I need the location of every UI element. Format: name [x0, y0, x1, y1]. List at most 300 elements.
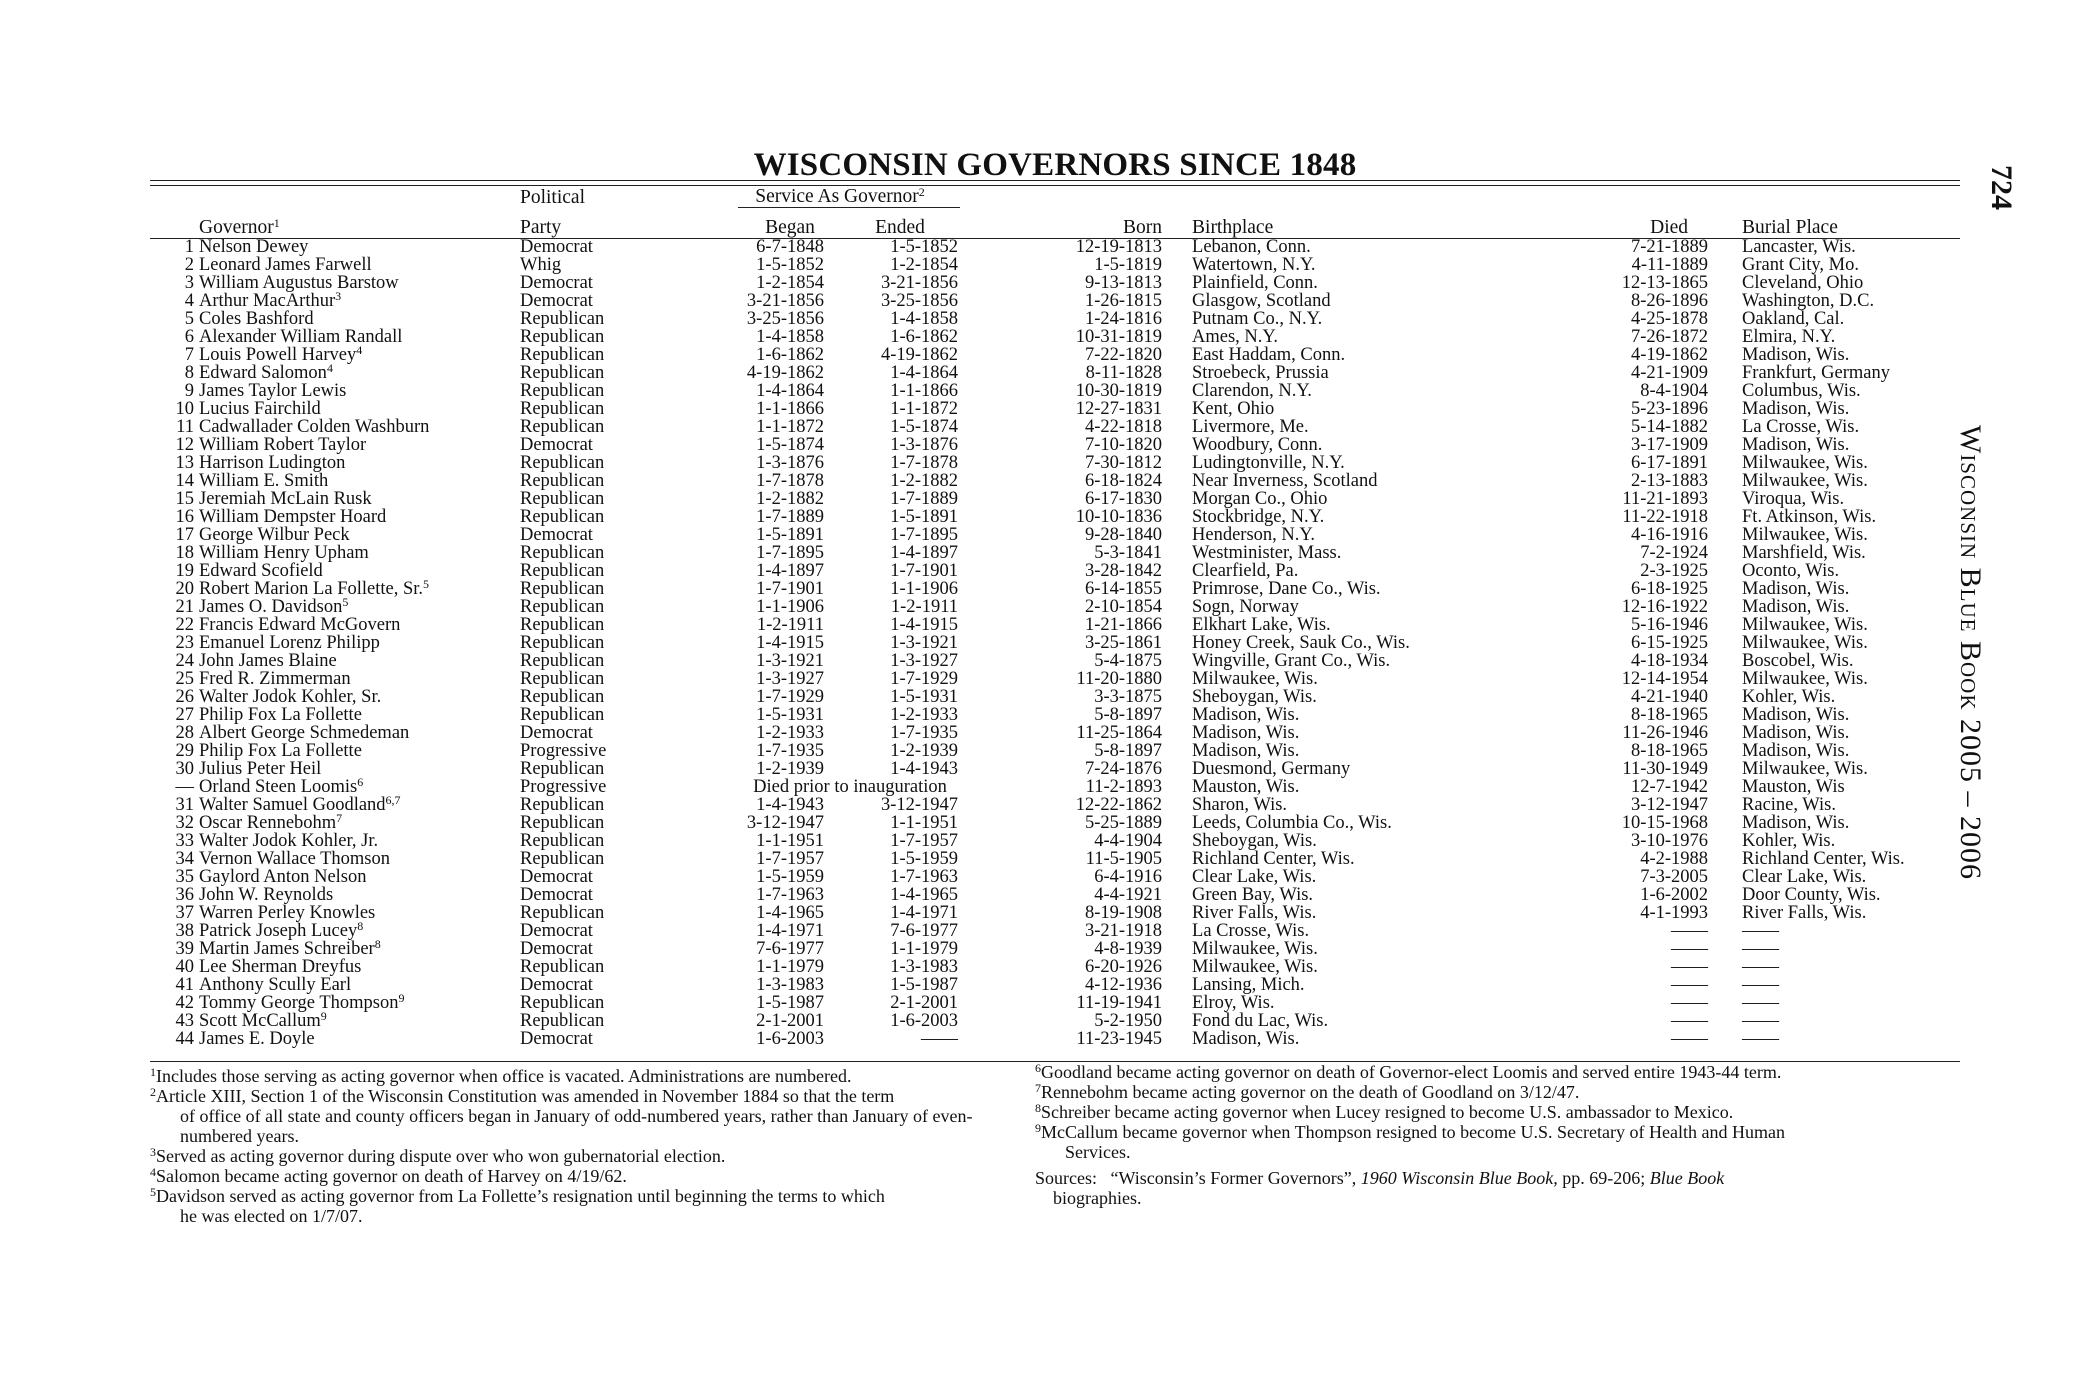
- born-cell: 6-14-1855: [1084, 579, 1163, 599]
- governor-cell: [150, 775, 520, 797]
- burial-cell: Richland Center, Wis.: [1742, 849, 1905, 869]
- governor-name: Albert George Schmedeman: [199, 723, 410, 743]
- began-cell: 1-2-1911: [756, 615, 824, 635]
- born-cell: 6-18-1824: [1084, 471, 1163, 491]
- ended-cell: 1-5-1987: [890, 975, 959, 995]
- began-cell: 1-5-1852: [756, 255, 824, 275]
- ended-cell: 1-5-1959: [890, 849, 959, 869]
- died-cell: 5-16-1946: [1630, 615, 1709, 635]
- footnote-ref: 4: [356, 343, 363, 357]
- party-cell: Progressive: [520, 777, 607, 797]
- governor-name: Fred R. Zimmerman: [199, 669, 351, 689]
- burial-cell: Racine, Wis.: [1742, 795, 1836, 815]
- table-row: [150, 670, 1960, 688]
- began-cell: 1-7-1957: [756, 849, 824, 869]
- sources-note: [1035, 1168, 1895, 1208]
- ended-cell: 1-5-1891: [890, 507, 959, 527]
- died-cell: ––––: [1671, 939, 1709, 959]
- died-cell: 11-26-1946: [1622, 723, 1709, 743]
- sources-label: Sources:: [1035, 1168, 1097, 1188]
- ended-cell: 1-7-1895: [890, 525, 959, 545]
- died-cell: 8-18-1965: [1630, 705, 1709, 725]
- governor-cell: [150, 832, 520, 850]
- governor-cell: [150, 595, 520, 617]
- ended-cell: 1-2-1911: [890, 597, 959, 617]
- party-cell: Democrat: [520, 525, 593, 545]
- footnote-ref: 6,7: [385, 793, 401, 807]
- born-cell: 4-12-1936: [1084, 975, 1163, 995]
- ended-header: Ended: [875, 217, 925, 238]
- party-cell: Democrat: [520, 921, 593, 941]
- ended-cell: 3-25-1856: [880, 291, 959, 311]
- governor-cell: [150, 289, 520, 311]
- born-cell: 3-28-1842: [1084, 561, 1163, 581]
- party-cell: Republican: [520, 561, 605, 581]
- table-row: [150, 814, 1960, 832]
- began-cell: 1-5-1874: [756, 435, 824, 455]
- party-cell: Republican: [520, 597, 605, 617]
- table-row: [150, 364, 1960, 382]
- died-cell: 6-18-1925: [1630, 579, 1709, 599]
- row-number: 43: [175, 1011, 194, 1031]
- born-cell: 12-19-1813: [1075, 237, 1163, 257]
- party-cell: Republican: [520, 669, 605, 689]
- table-row: [150, 490, 1960, 508]
- row-number: 32: [175, 813, 194, 833]
- began-cell: 1-1-1866: [756, 399, 824, 419]
- table-row: [150, 994, 1960, 1012]
- party-cell: Republican: [520, 849, 605, 869]
- burial-cell: Madison, Wis.: [1742, 813, 1850, 833]
- birthplace-header: Birthplace: [1192, 217, 1274, 238]
- born-cell: 11-25-1864: [1076, 723, 1163, 743]
- footnote-ref: 8: [374, 937, 381, 951]
- began-cell: 1-6-1862: [756, 345, 824, 365]
- governor-name: Oscar Rennebohm: [199, 813, 337, 833]
- died-cell: 12-13-1865: [1621, 273, 1709, 293]
- table-row: [150, 292, 1960, 310]
- began-cell: 1-5-1931: [756, 705, 824, 725]
- party-cell: Republican: [520, 813, 605, 833]
- header-row-1: [150, 186, 1960, 208]
- footnote-ref: 9: [398, 991, 405, 1005]
- died-cell: 5-14-1882: [1630, 417, 1709, 437]
- ended-cell: 1-6-2003: [890, 1011, 959, 1031]
- born-cell: 5-2-1950: [1094, 1011, 1163, 1031]
- died-cell: 3-17-1909: [1630, 435, 1709, 455]
- died-cell: 12-14-1954: [1621, 669, 1709, 689]
- party-cell: Democrat: [520, 291, 593, 311]
- began-cell: 1-3-1927: [756, 669, 824, 689]
- ended-cell: 1-4-1943: [890, 759, 959, 779]
- ended-cell: 1-5-1852: [890, 237, 959, 257]
- table-row: [150, 778, 1960, 796]
- burial-cell: La Crosse, Wis.: [1742, 417, 1860, 437]
- birthplace-cell: Morgan Co., Ohio: [1192, 489, 1328, 509]
- birthplace-cell: Elkhart Lake, Wis.: [1192, 615, 1331, 635]
- table-row: [150, 1030, 1960, 1048]
- row-number: 27: [175, 705, 194, 725]
- service-header-sup: 2: [918, 185, 925, 199]
- burial-cell: ––––: [1742, 993, 1780, 1013]
- governor-name: John James Blaine: [199, 651, 337, 671]
- birthplace-cell: Woodbury, Conn.: [1192, 435, 1323, 455]
- born-cell: 4-22-1818: [1084, 417, 1163, 437]
- sources-pages: pp. 69-206;: [1562, 1168, 1646, 1188]
- born-cell: 5-4-1875: [1094, 651, 1163, 671]
- died-cell: 10-15-1968: [1621, 813, 1709, 833]
- row-number: 10: [175, 399, 194, 419]
- burial-cell: ––––: [1742, 957, 1780, 977]
- born-header: Born: [1123, 217, 1163, 238]
- table-row: [150, 436, 1960, 454]
- table-row: [150, 526, 1960, 544]
- footnote-text: Schreiber became acting governor when Lucey resigned to become U.S. ambassador to Mexico.: [1041, 1102, 1734, 1122]
- died-cell: ––––: [1671, 975, 1709, 995]
- sources-quote: “Wisconsin’s Former Governors”,: [1110, 1168, 1357, 1188]
- burial-cell: Madison, Wis.: [1742, 345, 1850, 365]
- born-cell: 7-24-1876: [1084, 759, 1163, 779]
- died-cell: 4-21-1940: [1630, 687, 1709, 707]
- governor-name: William Augustus Barstow: [199, 273, 399, 293]
- burial-cell: Lancaster, Wis.: [1742, 237, 1856, 257]
- born-cell: 4-4-1904: [1094, 831, 1163, 851]
- died-cell: 6-17-1891: [1630, 453, 1709, 473]
- header-row-2: [150, 208, 1960, 238]
- burial-cell: Cleveland, Ohio: [1742, 273, 1864, 293]
- party-cell: Democrat: [520, 237, 593, 257]
- born-cell: 8-19-1908: [1084, 903, 1163, 923]
- table-row: [150, 598, 1960, 616]
- footnote: [150, 1146, 1020, 1166]
- died-cell: 11-21-1893: [1622, 489, 1709, 509]
- birthplace-cell: Leeds, Columbia Co., Wis.: [1192, 813, 1392, 833]
- governor-cell: [150, 937, 520, 959]
- governor-name: Leonard James Farwell: [199, 255, 372, 275]
- began-cell: 6-7-1848: [756, 237, 824, 257]
- row-number: 8: [184, 363, 194, 383]
- born-cell: 12-22-1862: [1075, 795, 1163, 815]
- party-cell: Republican: [520, 381, 605, 401]
- born-cell: 7-10-1820: [1084, 435, 1163, 455]
- born-cell: 10-10-1836: [1075, 507, 1163, 527]
- party-header-line1: Political: [520, 187, 585, 208]
- burial-header: Burial Place: [1742, 217, 1838, 238]
- footnotes-right: [1035, 1062, 1895, 1208]
- sources-pub2: Blue Book: [1649, 1168, 1725, 1188]
- birthplace-cell: Richland Center, Wis.: [1192, 849, 1355, 869]
- birthplace-cell: Clarendon, N.Y.: [1192, 381, 1312, 401]
- burial-cell: Kohler, Wis.: [1742, 687, 1836, 707]
- footnote-ref: 8: [357, 919, 364, 933]
- ended-cell: 1-2-1939: [890, 741, 959, 761]
- governor-name: Louis Powell Harvey: [199, 345, 357, 365]
- born-cell: 1-26-1815: [1084, 291, 1163, 311]
- governor-cell: [150, 616, 520, 634]
- footnote-text: Davidson served as acting governor from La Follette’s resignation until beginning the terms to which: [156, 1186, 885, 1206]
- born-cell: 7-30-1812: [1084, 453, 1163, 473]
- born-cell: 6-17-1830: [1084, 489, 1163, 509]
- governors-table: [150, 186, 1960, 1048]
- party-cell: Democrat: [520, 975, 593, 995]
- row-number: 37: [175, 903, 194, 923]
- table-row: [150, 400, 1960, 418]
- governor-cell: [150, 508, 520, 526]
- burial-cell: Milwaukee, Wis.: [1742, 615, 1868, 635]
- birthplace-cell: Madison, Wis.: [1192, 723, 1300, 743]
- burial-cell: Madison, Wis.: [1742, 579, 1850, 599]
- party-cell: Democrat: [520, 867, 593, 887]
- row-number: 15: [175, 489, 194, 509]
- began-cell: 1-4-1943: [756, 795, 824, 815]
- died-cell: 8-26-1896: [1630, 291, 1709, 311]
- died-cell: 12-7-1942: [1630, 777, 1709, 797]
- ended-cell: 1-2-1882: [890, 471, 959, 491]
- began-cell: 3-25-1856: [746, 309, 824, 329]
- row-number: 11: [176, 417, 194, 437]
- birthplace-cell: La Crosse, Wis.: [1192, 921, 1310, 941]
- table-row: [150, 544, 1960, 562]
- born-cell: 5-25-1889: [1084, 813, 1163, 833]
- table-row: [150, 886, 1960, 904]
- died-cell: 4-18-1934: [1630, 651, 1709, 671]
- table-row: [150, 346, 1960, 364]
- burial-cell: Madison, Wis.: [1742, 435, 1850, 455]
- burial-cell: Oakland, Cal.: [1742, 309, 1845, 329]
- service-header-text: Service As Governor: [755, 186, 919, 207]
- footnote-continuation: he was elected on 1/7/07.: [180, 1206, 363, 1226]
- governor-cell: [150, 454, 520, 472]
- birthplace-cell: Sheboygan, Wis.: [1192, 831, 1317, 851]
- table-row: [150, 256, 1960, 274]
- governor-cell: [150, 868, 520, 886]
- footnote-continuation: Services.: [1065, 1142, 1131, 1162]
- ended-cell: 1-3-1876: [890, 435, 959, 455]
- birthplace-cell: Westminister, Mass.: [1192, 543, 1342, 563]
- began-cell: 1-5-1987: [756, 993, 824, 1013]
- footnote-mark: 6: [1035, 1061, 1041, 1075]
- governor-cell: [150, 544, 520, 562]
- burial-cell: Oconto, Wis.: [1742, 561, 1840, 581]
- table-row: [150, 976, 1960, 994]
- birthplace-cell: Honey Creek, Sauk Co., Wis.: [1192, 633, 1410, 653]
- row-number: 22: [175, 615, 194, 635]
- began-cell: 7-6-1977: [756, 939, 824, 959]
- birthplace-cell: River Falls, Wis.: [1192, 903, 1317, 923]
- party-cell: Republican: [520, 1011, 605, 1031]
- born-cell: 6-20-1926: [1084, 957, 1163, 977]
- party-cell: Republican: [520, 579, 605, 599]
- footnote-ref: 4: [326, 361, 333, 375]
- top-rule: [150, 180, 1960, 181]
- footnote-mark: 7: [1035, 1081, 1041, 1095]
- burial-cell: River Falls, Wis.: [1742, 903, 1867, 923]
- ended-cell: 1-1-1866: [890, 381, 959, 401]
- began-cell: 1-2-1933: [756, 723, 824, 743]
- row-number: 40: [175, 957, 194, 977]
- footnote: [150, 1066, 1020, 1086]
- footnote: [1035, 1102, 1895, 1122]
- governor-cell: [150, 562, 520, 580]
- table-row: [150, 238, 1960, 256]
- governor-name: Edward Salomon: [199, 363, 327, 383]
- ended-cell: 1-1-1979: [890, 939, 959, 959]
- ended-cell: 1-7-1957: [890, 831, 959, 851]
- footnote-continuation: of office of all state and county officers began in January of odd-numbered years, rather than January of even-numbered years.: [180, 1106, 973, 1146]
- footnote-ref: 7: [336, 811, 343, 825]
- born-cell: 12-27-1831: [1075, 399, 1163, 419]
- began-cell: 1-4-1965: [756, 903, 824, 923]
- born-cell: 2-10-1854: [1084, 597, 1163, 617]
- burial-cell: Marshfield, Wis.: [1742, 543, 1866, 563]
- birthplace-cell: Madison, Wis.: [1192, 705, 1300, 725]
- burial-cell: Kohler, Wis.: [1742, 831, 1836, 851]
- row-number: 21: [175, 597, 194, 617]
- birthplace-cell: Primrose, Dane Co., Wis.: [1192, 579, 1381, 599]
- burial-cell: Viroqua, Wis.: [1742, 489, 1845, 509]
- governor-name: Martin James Schreiber: [199, 939, 375, 959]
- row-number: 14: [175, 471, 194, 491]
- row-number: 33: [175, 831, 194, 851]
- governor-name: Vernon Wallace Thomson: [199, 849, 391, 869]
- row-number: 38: [175, 921, 194, 941]
- birthplace-cell: Livermore, Me.: [1192, 417, 1309, 437]
- table-row: [150, 454, 1960, 472]
- governor-cell: [150, 958, 520, 976]
- row-number: 36: [175, 885, 194, 905]
- governor-cell: [150, 991, 520, 1013]
- died-cell: 12-16-1922: [1621, 597, 1709, 617]
- row-number: 23: [175, 633, 194, 653]
- party-cell: Democrat: [520, 1029, 593, 1049]
- began-header: Began: [765, 217, 815, 238]
- burial-cell: Washington, D.C.: [1742, 291, 1875, 311]
- died-cell: 6-15-1925: [1630, 633, 1709, 653]
- footnote: [1035, 1122, 1895, 1162]
- row-number: 30: [175, 759, 194, 779]
- party-cell: Republican: [520, 543, 605, 563]
- table-row: [150, 706, 1960, 724]
- table-row: [150, 688, 1960, 706]
- born-cell: 1-5-1819: [1094, 255, 1163, 275]
- governor-cell: [150, 886, 520, 904]
- party-header-line2: Party: [520, 217, 562, 238]
- birthplace-cell: Mauston, Wis.: [1192, 777, 1300, 797]
- began-cell: 1-1-1951: [756, 831, 824, 851]
- footnote-text: Goodland became acting governor on death of Governor-elect Loomis and served entire 1943-44 term.: [1041, 1062, 1782, 1082]
- party-cell: Republican: [520, 345, 605, 365]
- ended-cell: 1-3-1921: [890, 633, 959, 653]
- governor-cell: [150, 526, 520, 544]
- died-cell: 3-12-1947: [1630, 795, 1709, 815]
- began-cell: 1-4-1915: [756, 633, 824, 653]
- row-number: 2: [184, 255, 194, 275]
- row-number: 24: [175, 651, 194, 671]
- birthplace-cell: Stroebeck, Prussia: [1192, 363, 1329, 383]
- burial-cell: Madison, Wis.: [1742, 723, 1850, 743]
- footnote-text: Served as acting governor during dispute over who won gubernatorial election.: [156, 1146, 726, 1166]
- birthplace-cell: Henderson, N.Y.: [1192, 525, 1315, 545]
- burial-cell: ––––: [1742, 921, 1780, 941]
- table-row: [150, 940, 1960, 958]
- ended-cell: 1-2-1933: [890, 705, 959, 725]
- party-cell: Democrat: [520, 939, 593, 959]
- governor-name: James Taylor Lewis: [199, 381, 347, 401]
- governor-cell: [150, 850, 520, 868]
- ended-cell: 1-7-1901: [890, 561, 959, 581]
- began-cell: 1-7-1895: [756, 543, 824, 563]
- governor-name: Patrick Joseph Lucey: [199, 921, 358, 941]
- died-cell: 7-21-1889: [1630, 237, 1709, 257]
- governor-cell: [150, 328, 520, 346]
- began-cell: 1-1-1906: [756, 597, 824, 617]
- table-row: [150, 850, 1960, 868]
- governor-name: Gaylord Anton Nelson: [199, 867, 367, 887]
- born-cell: 7-22-1820: [1084, 345, 1163, 365]
- footnote-mark: 8: [1035, 1101, 1041, 1115]
- governor-name: Lucius Fairchild: [199, 399, 321, 419]
- governor-name: Arthur MacArthur: [199, 291, 336, 311]
- row-number: 26: [175, 687, 194, 707]
- burial-cell: Madison, Wis.: [1742, 705, 1850, 725]
- footnote: [150, 1086, 1020, 1146]
- died-cell: 4-1-1993: [1640, 903, 1709, 923]
- governor-cell: [150, 904, 520, 922]
- born-cell: 11-5-1905: [1085, 849, 1163, 869]
- governor-cell: [150, 652, 520, 670]
- burial-cell: Milwaukee, Wis.: [1742, 633, 1868, 653]
- birthplace-cell: Duesmond, Germany: [1192, 759, 1351, 779]
- row-number: 16: [175, 507, 194, 527]
- died-cell: ––––: [1671, 921, 1709, 941]
- birthplace-cell: Plainfield, Conn.: [1192, 273, 1318, 293]
- governor-name: William E. Smith: [199, 471, 329, 491]
- began-cell: 1-7-1935: [756, 741, 824, 761]
- row-number: 39: [175, 939, 194, 959]
- began-cell: 1-7-1878: [756, 471, 824, 491]
- table-row: [150, 958, 1960, 976]
- governor-name: James E. Doyle: [199, 1029, 315, 1049]
- table-row: [150, 580, 1960, 598]
- ended-cell: 3-21-1856: [880, 273, 959, 293]
- ended-cell: 1-6-1862: [890, 327, 959, 347]
- party-cell: Republican: [520, 903, 605, 923]
- began-cell: 1-4-1897: [756, 561, 824, 581]
- died-cell: ––––: [1671, 993, 1709, 1013]
- ended-cell: 1-4-1858: [890, 309, 959, 329]
- party-cell: Republican: [520, 309, 605, 329]
- governor-name: Tommy George Thompson: [199, 993, 399, 1013]
- died-cell: 3-10-1976: [1630, 831, 1709, 851]
- birthplace-cell: East Haddam, Conn.: [1192, 345, 1346, 365]
- footnote-ref: 6: [357, 775, 364, 789]
- governor-name: Philip Fox La Follette: [199, 705, 362, 725]
- sources-tail: biographies.: [1053, 1188, 1142, 1208]
- footnotes-left: [150, 1066, 1020, 1226]
- burial-cell: Milwaukee, Wis.: [1742, 669, 1868, 689]
- burial-cell: Grant City, Mo.: [1742, 255, 1860, 275]
- party-cell: Democrat: [520, 885, 593, 905]
- footnote: [150, 1186, 1020, 1226]
- governor-name: William Dempster Hoard: [199, 507, 387, 527]
- died-cell: 2-13-1883: [1630, 471, 1709, 491]
- ended-cell: 2-1-2001: [890, 993, 959, 1013]
- governor-name: Warren Perley Knowles: [199, 903, 376, 923]
- footnote-mark: 2: [150, 1085, 156, 1099]
- born-cell: 1-21-1866: [1084, 615, 1163, 635]
- governor-name: Walter Jodok Kohler, Jr.: [199, 831, 379, 851]
- governor-name: Alexander William Randall: [199, 327, 403, 347]
